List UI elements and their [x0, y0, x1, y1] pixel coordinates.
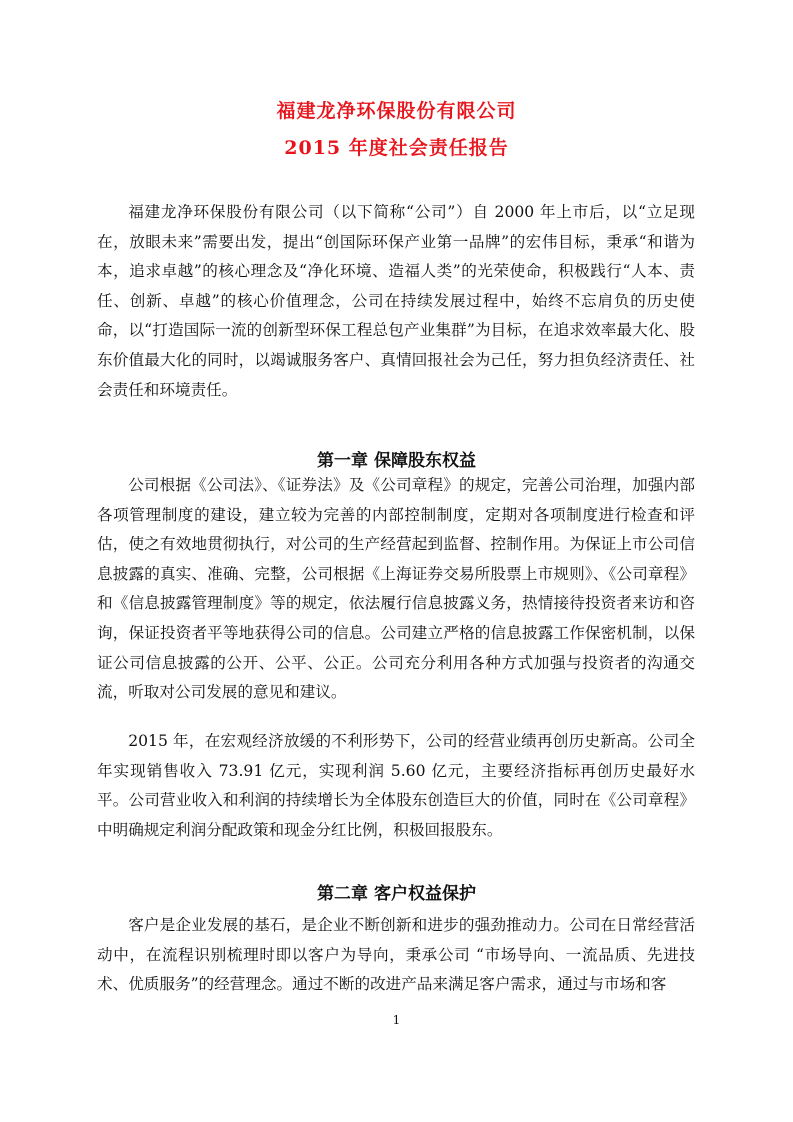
chapter-1-paragraph-2: 2015 年，在宏观经济放缓的不利形势下，公司的经营业绩再创历史新高。公司全年实现销售收入 73.91 亿元，实现利润 5.60 亿元，主要经济指标再创历史最好水平。公司营业收入和利润的持续增长为全体股东创造巨大的价值，同时在《公司章程》中明确规定利润分配政策和现金分红比例，积极回报股东。: [97, 732, 695, 839]
intro-paragraph: 福建龙净环保股份有限公司（以下简称“公司”）自 2000 年上市后，以“立足现在，放眼未来”需要出发，提出“创国际环保产业第一品牌”的宏伟目标，秉承“和谐为本，追求卓越”的核心理念及“净化环境、造福人类”的光荣使命，积极践行“人本、责任、创新、卓越”的核心价值理念，公司在持续发展过程中，始终不忘肩负的历史使命，以“打造国际一流的创新型环保工程总包产业集群”为目标，在追求效率最大化、股东价值最大化的同时，以竭诚服务客户、真情回报社会为己任，努力担负经济责任、社会责任和环境责任。: [97, 203, 695, 399]
company-title: 福建龙净环保股份有限公司: [276, 100, 517, 122]
page-number: 1: [392, 1013, 401, 1027]
report-title: 2015 年度社会责任报告: [284, 137, 509, 159]
chapter-2-heading: 第二章 客户权益保护: [317, 884, 476, 904]
chapter-1-paragraph-1: 公司根据《公司法》、《证券法》及《公司章程》的规定，完善公司治理，加强内部各项管理制度的建设，建立较为完善的内部控制制度，定期对各项制度进行检查和评估，使之有效地贯彻执行，对公司的生产经营起到监督、控制作用。为保证上市公司信息披露的真实、准确、完整，公司根据《上海证券交易所股票上市规则》、《公司章程》和《信息披露管理制度》等的规定，依法履行信息披露义务，热情接待投资者来访和咨询，保证投资者平等地获得公司的信息。公司建立严格的信息披露工作保密机制，以保证公司信息披露的公开、公平、公正。公司充分利用各种方式加强与投资者的沟通交流，听取对公司发展的意见和建议。: [97, 476, 695, 702]
chapter-2-paragraph-1: 客户是企业发展的基石，是企业不断创新和进步的强劲推动力。公司在日常经营活动中，在流程识别梳理时即以客户为导向，秉承公司 “市场导向、一流品质、先进技术、优质服务”的经营理念。通过不断的改进产品来满足客户需求，通过与市场和客: [97, 916, 695, 994]
chapter-1-heading: 第一章 保障股东权益: [317, 451, 476, 471]
